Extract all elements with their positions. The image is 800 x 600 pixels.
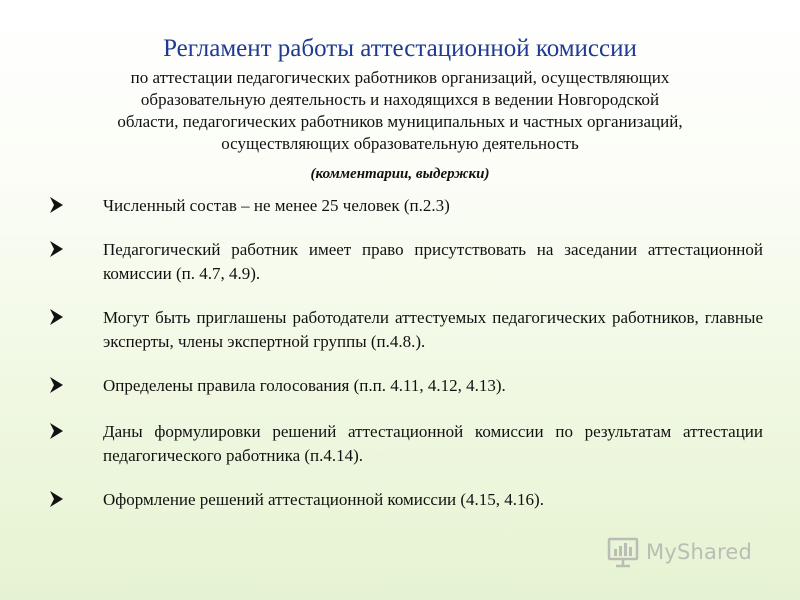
bullet-item — [48, 374, 763, 398]
arrowhead-bullet-icon — [48, 375, 64, 395]
bullet-item — [48, 420, 763, 468]
bullet-item — [48, 306, 763, 354]
subtitle-line: области, педагогических работников муниципальных и частных организаций, — [117, 112, 683, 131]
bullet-item — [48, 488, 763, 512]
arrowhead-bullet-icon — [48, 307, 64, 327]
bullet-text: Педагогический работник имеет право присутствовать на заседании аттестационной комиссии (п. 4.7, 4.9). — [103, 240, 763, 283]
comment-note: (комментарии, выдержки) — [310, 166, 490, 182]
arrowhead-bullet-icon — [48, 421, 64, 441]
bullet-text: Оформление решений аттестационной комиссии (4.15, 4.16). — [103, 490, 544, 509]
slide-subtitle — [55, 67, 745, 155]
presentation-board-icon — [606, 535, 640, 569]
bullet-text: Определены правила голосования (п.п. 4.11, 4.12, 4.13). — [103, 376, 506, 395]
myshared-watermark — [606, 534, 766, 570]
bullet-item — [48, 194, 763, 218]
bullet-text: Даны формулировки решений аттестационной комиссии по результатам аттестации педагогического работника (п.4.14). — [103, 422, 763, 465]
subtitle-line: по аттестации педагогических работников организаций, осуществляющих — [130, 68, 670, 87]
subtitle-line: образовательную деятельность и находящихся в ведении Новгородской — [140, 90, 660, 109]
subtitle-line: осуществляющих образовательную деятельность — [221, 134, 579, 153]
arrowhead-bullet-icon — [48, 239, 64, 259]
bullet-text: Численный состав – не менее 25 человек (п.2.3) — [103, 196, 450, 215]
watermark-text: MyShared — [646, 540, 753, 564]
arrowhead-bullet-icon — [48, 489, 64, 509]
slide-title: Регламент работы аттестационной комиссии — [163, 35, 637, 62]
bullet-item — [48, 238, 763, 286]
arrowhead-bullet-icon — [48, 195, 64, 215]
bullet-text: Могут быть приглашены работодатели аттестуемых педагогических работников, главные эксперты, члены экспертной группы (п.4.8.). — [103, 308, 763, 351]
